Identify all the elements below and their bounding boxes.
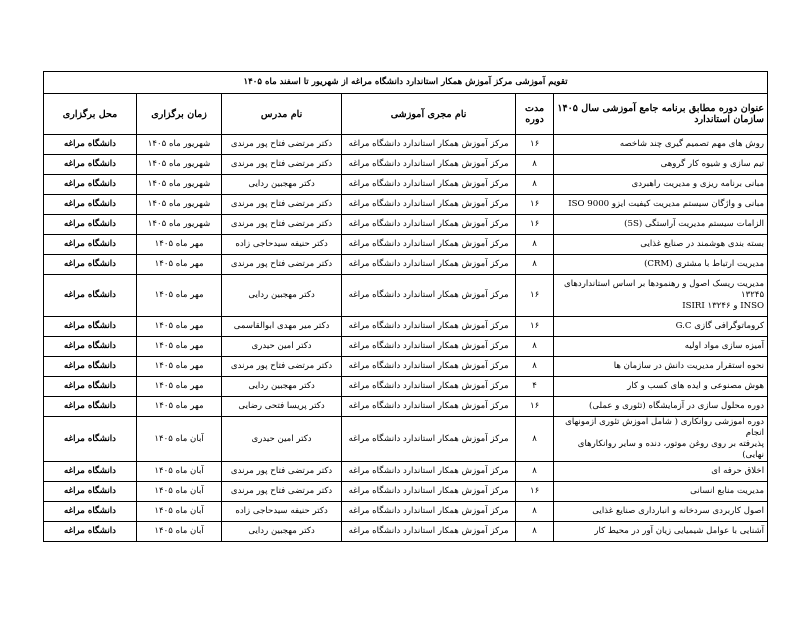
instructor-cell: دکتر پریسا فتحی رضایی bbox=[222, 397, 342, 417]
duration-cell: ۱۶ bbox=[516, 482, 554, 502]
provider-cell: مرکز آموزش همکار استاندارد دانشگاه مراغه bbox=[342, 215, 516, 235]
course-cell: کروماتوگرافی گازی G.C bbox=[554, 317, 768, 337]
instructor-cell: دکتر مهجبین ردایی bbox=[222, 377, 342, 397]
header-row bbox=[44, 94, 768, 135]
table-row bbox=[44, 155, 768, 175]
table-row bbox=[44, 235, 768, 255]
provider-cell: مرکز آموزش همکار استاندارد دانشگاه مراغه bbox=[342, 235, 516, 255]
time-cell: آبان ماه ۱۴۰۵ bbox=[137, 462, 222, 482]
provider-cell: مرکز آموزش همکار استاندارد دانشگاه مراغه bbox=[342, 155, 516, 175]
header-course: عنوان دوره مطابق برنامه جامع آموزشی سال ۱۴۰۵ سازمان استاندارد bbox=[554, 94, 768, 135]
instructor-cell: دکتر مرتضی فتاح پور مرندی bbox=[222, 462, 342, 482]
location-cell: دانشگاه مراغه bbox=[44, 417, 137, 462]
time-cell: مهر ماه ۱۴۰۵ bbox=[137, 357, 222, 377]
duration-cell: ۱۶ bbox=[516, 317, 554, 337]
table-row bbox=[44, 417, 768, 462]
calendar-sheet bbox=[43, 71, 767, 542]
duration-cell: ۱۶ bbox=[516, 275, 554, 317]
time-cell: مهر ماه ۱۴۰۵ bbox=[137, 317, 222, 337]
training-calendar-table bbox=[43, 71, 768, 542]
location-cell: دانشگاه مراغه bbox=[44, 377, 137, 397]
duration-cell: ۱۶ bbox=[516, 195, 554, 215]
duration-cell: ۸ bbox=[516, 235, 554, 255]
header-time: زمان برگزاری bbox=[137, 94, 222, 135]
course-title-line-1: دوره آموزشی روانکاری ( شامل آموزش تئوری آزمونهای انجام bbox=[565, 417, 765, 438]
instructor-cell: دکتر میر مهدی ابوالقاسمی bbox=[222, 317, 342, 337]
course-cell: مبانی برنامه ریزی و مدیریت راهبردی bbox=[554, 175, 768, 195]
provider-cell: مرکز آموزش همکار استاندارد دانشگاه مراغه bbox=[342, 135, 516, 155]
time-cell: مهر ماه ۱۴۰۵ bbox=[137, 255, 222, 275]
location-cell: دانشگاه مراغه bbox=[44, 397, 137, 417]
provider-cell: مرکز آموزش همکار استاندارد دانشگاه مراغه bbox=[342, 195, 516, 215]
table-row bbox=[44, 482, 768, 502]
header-duration: مدت دوره bbox=[516, 94, 554, 135]
location-cell: دانشگاه مراغه bbox=[44, 317, 137, 337]
location-cell: دانشگاه مراغه bbox=[44, 135, 137, 155]
instructor-cell: دکتر مرتضی فتاح پور مرندی bbox=[222, 215, 342, 235]
course-cell: مدیریت منابع انسانی bbox=[554, 482, 768, 502]
course-cell: اصول کاربردی سردخانه و انبارداری صنایع غذایی bbox=[554, 502, 768, 522]
location-cell: دانشگاه مراغه bbox=[44, 215, 137, 235]
header-location: محل برگزاری bbox=[44, 94, 137, 135]
time-cell: شهریور ماه ۱۴۰۵ bbox=[137, 175, 222, 195]
provider-cell: مرکز آموزش همکار استاندارد دانشگاه مراغه bbox=[342, 397, 516, 417]
table-row bbox=[44, 175, 768, 195]
course-cell bbox=[554, 275, 768, 317]
instructor-cell: دکتر مرتضی فتاح پور مرندی bbox=[222, 135, 342, 155]
duration-cell: ۸ bbox=[516, 462, 554, 482]
time-cell: شهریور ماه ۱۴۰۵ bbox=[137, 215, 222, 235]
course-cell: اخلاق حرفه ای bbox=[554, 462, 768, 482]
header-instructor: نام مدرس bbox=[222, 94, 342, 135]
duration-cell: ۸ bbox=[516, 175, 554, 195]
course-cell: هوش مصنوعی و ایده های کسب و کار bbox=[554, 377, 768, 397]
time-cell: مهر ماه ۱۴۰۵ bbox=[137, 337, 222, 357]
duration-cell: ۱۶ bbox=[516, 397, 554, 417]
table-row bbox=[44, 195, 768, 215]
location-cell: دانشگاه مراغه bbox=[44, 235, 137, 255]
instructor-cell: دکتر امین حیدری bbox=[222, 337, 342, 357]
time-cell: مهر ماه ۱۴۰۵ bbox=[137, 235, 222, 255]
table-row bbox=[44, 255, 768, 275]
time-cell: آبان ماه ۱۴۰۵ bbox=[137, 482, 222, 502]
provider-cell: مرکز آموزش همکار استاندارد دانشگاه مراغه bbox=[342, 175, 516, 195]
instructor-cell: دکتر مرتضی فتاح پور مرندی bbox=[222, 255, 342, 275]
provider-cell: مرکز آموزش همکار استاندارد دانشگاه مراغه bbox=[342, 337, 516, 357]
time-cell: آبان ماه ۱۴۰۵ bbox=[137, 417, 222, 462]
instructor-cell: دکتر امین حیدری bbox=[222, 417, 342, 462]
location-cell: دانشگاه مراغه bbox=[44, 255, 137, 275]
table-row bbox=[44, 135, 768, 155]
course-cell: آمیزه سازی مواد اولیه bbox=[554, 337, 768, 357]
location-cell: دانشگاه مراغه bbox=[44, 462, 137, 482]
time-cell: مهر ماه ۱۴۰۵ bbox=[137, 397, 222, 417]
duration-cell: ۸ bbox=[516, 417, 554, 462]
provider-cell: مرکز آموزش همکار استاندارد دانشگاه مراغه bbox=[342, 502, 516, 522]
time-cell: آبان ماه ۱۴۰۵ bbox=[137, 502, 222, 522]
duration-cell: ۴ bbox=[516, 377, 554, 397]
duration-cell: ۸ bbox=[516, 337, 554, 357]
course-cell: نحوه استقرار مدیریت دانش در سازمان ها bbox=[554, 357, 768, 377]
instructor-cell: دکتر مهجبین ردایی bbox=[222, 275, 342, 317]
provider-cell: مرکز آموزش همکار استاندارد دانشگاه مراغه bbox=[342, 462, 516, 482]
course-title-line-2: INSO و ۱۳۲۴۶ ISIRI bbox=[682, 301, 765, 311]
table-row bbox=[44, 522, 768, 542]
location-cell: دانشگاه مراغه bbox=[44, 275, 137, 317]
page-title: تقویم آموزشی مرکز آموزش همکار استاندارد دانشگاه مراغه از شهریور تا اسفند ماه ۱۴۰۵ bbox=[44, 72, 768, 94]
location-cell: دانشگاه مراغه bbox=[44, 337, 137, 357]
provider-cell: مرکز آموزش همکار استاندارد دانشگاه مراغه bbox=[342, 522, 516, 542]
course-cell: الزامات سیستم مدیریت آراستگی (5S) bbox=[554, 215, 768, 235]
location-cell: دانشگاه مراغه bbox=[44, 195, 137, 215]
course-cell bbox=[554, 417, 768, 462]
time-cell: شهریور ماه ۱۴۰۵ bbox=[137, 155, 222, 175]
duration-cell: ۸ bbox=[516, 502, 554, 522]
provider-cell: مرکز آموزش همکار استاندارد دانشگاه مراغه bbox=[342, 482, 516, 502]
location-cell: دانشگاه مراغه bbox=[44, 502, 137, 522]
location-cell: دانشگاه مراغه bbox=[44, 522, 137, 542]
table-row bbox=[44, 275, 768, 317]
course-title-line-2: پذیرفته بر روی روغن موتور، دنده و سایر روانکارهای نهایی) bbox=[577, 439, 765, 460]
time-cell: آبان ماه ۱۴۰۵ bbox=[137, 522, 222, 542]
location-cell: دانشگاه مراغه bbox=[44, 482, 137, 502]
duration-cell: ۱۶ bbox=[516, 135, 554, 155]
course-cell: دوره محلول سازی در آزمایشگاه (تئوری و عملی) bbox=[554, 397, 768, 417]
provider-cell: مرکز آموزش همکار استاندارد دانشگاه مراغه bbox=[342, 255, 516, 275]
instructor-cell: دکتر مرتضی فتاح پور مرندی bbox=[222, 482, 342, 502]
instructor-cell: دکتر مرتضی فتاح پور مرندی bbox=[222, 155, 342, 175]
instructor-cell: دکتر مرتضی فتاح پور مرندی bbox=[222, 195, 342, 215]
duration-cell: ۸ bbox=[516, 522, 554, 542]
instructor-cell: دکتر مهجبین ردایی bbox=[222, 522, 342, 542]
table-row bbox=[44, 502, 768, 522]
course-cell: بسته بندی هوشمند در صنایع غذایی bbox=[554, 235, 768, 255]
course-cell: مبانی و واژگان سیستم مدیریت کیفیت ایزو ISO 9000 bbox=[554, 195, 768, 215]
duration-cell: ۱۶ bbox=[516, 215, 554, 235]
course-title-line-1: مدیریت ریسک اصول و رهنمودها بر اساس استانداردهای ۱۳۲۴۵ bbox=[564, 279, 765, 300]
table-row bbox=[44, 397, 768, 417]
provider-cell: مرکز آموزش همکار استاندارد دانشگاه مراغه bbox=[342, 275, 516, 317]
instructor-cell: دکتر حنیفه سیدحاجی زاده bbox=[222, 235, 342, 255]
table-row bbox=[44, 337, 768, 357]
provider-cell: مرکز آموزش همکار استاندارد دانشگاه مراغه bbox=[342, 357, 516, 377]
provider-cell: مرکز آموزش همکار استاندارد دانشگاه مراغه bbox=[342, 377, 516, 397]
table-row bbox=[44, 377, 768, 397]
duration-cell: ۸ bbox=[516, 255, 554, 275]
table-body bbox=[44, 135, 768, 542]
course-cell: مدیریت ارتباط با مشتری (CRM) bbox=[554, 255, 768, 275]
time-cell: شهریور ماه ۱۴۰۵ bbox=[137, 195, 222, 215]
location-cell: دانشگاه مراغه bbox=[44, 155, 137, 175]
duration-cell: ۸ bbox=[516, 357, 554, 377]
location-cell: دانشگاه مراغه bbox=[44, 357, 137, 377]
course-cell: آشنایی با عوامل شیمیایی زیان آور در محیط کار bbox=[554, 522, 768, 542]
time-cell: شهریور ماه ۱۴۰۵ bbox=[137, 135, 222, 155]
table-row bbox=[44, 462, 768, 482]
course-cell: تیم سازی و شیوه کار گروهی bbox=[554, 155, 768, 175]
provider-cell: مرکز آموزش همکار استاندارد دانشگاه مراغه bbox=[342, 317, 516, 337]
instructor-cell: دکتر حنیفه سیدحاجی زاده bbox=[222, 502, 342, 522]
table-row bbox=[44, 317, 768, 337]
provider-cell: مرکز آموزش همکار استاندارد دانشگاه مراغه bbox=[342, 417, 516, 462]
duration-cell: ۸ bbox=[516, 155, 554, 175]
time-cell: مهر ماه ۱۴۰۵ bbox=[137, 275, 222, 317]
location-cell: دانشگاه مراغه bbox=[44, 175, 137, 195]
instructor-cell: دکتر مرتضی فتاح پور مرندی bbox=[222, 357, 342, 377]
instructor-cell: دکتر مهجبین ردایی bbox=[222, 175, 342, 195]
time-cell: مهر ماه ۱۴۰۵ bbox=[137, 377, 222, 397]
course-cell: روش های مهم تصمیم گیری چند شاخصه bbox=[554, 135, 768, 155]
header-provider: نام مجری آموزشی bbox=[342, 94, 516, 135]
table-row bbox=[44, 357, 768, 377]
table-row bbox=[44, 215, 768, 235]
